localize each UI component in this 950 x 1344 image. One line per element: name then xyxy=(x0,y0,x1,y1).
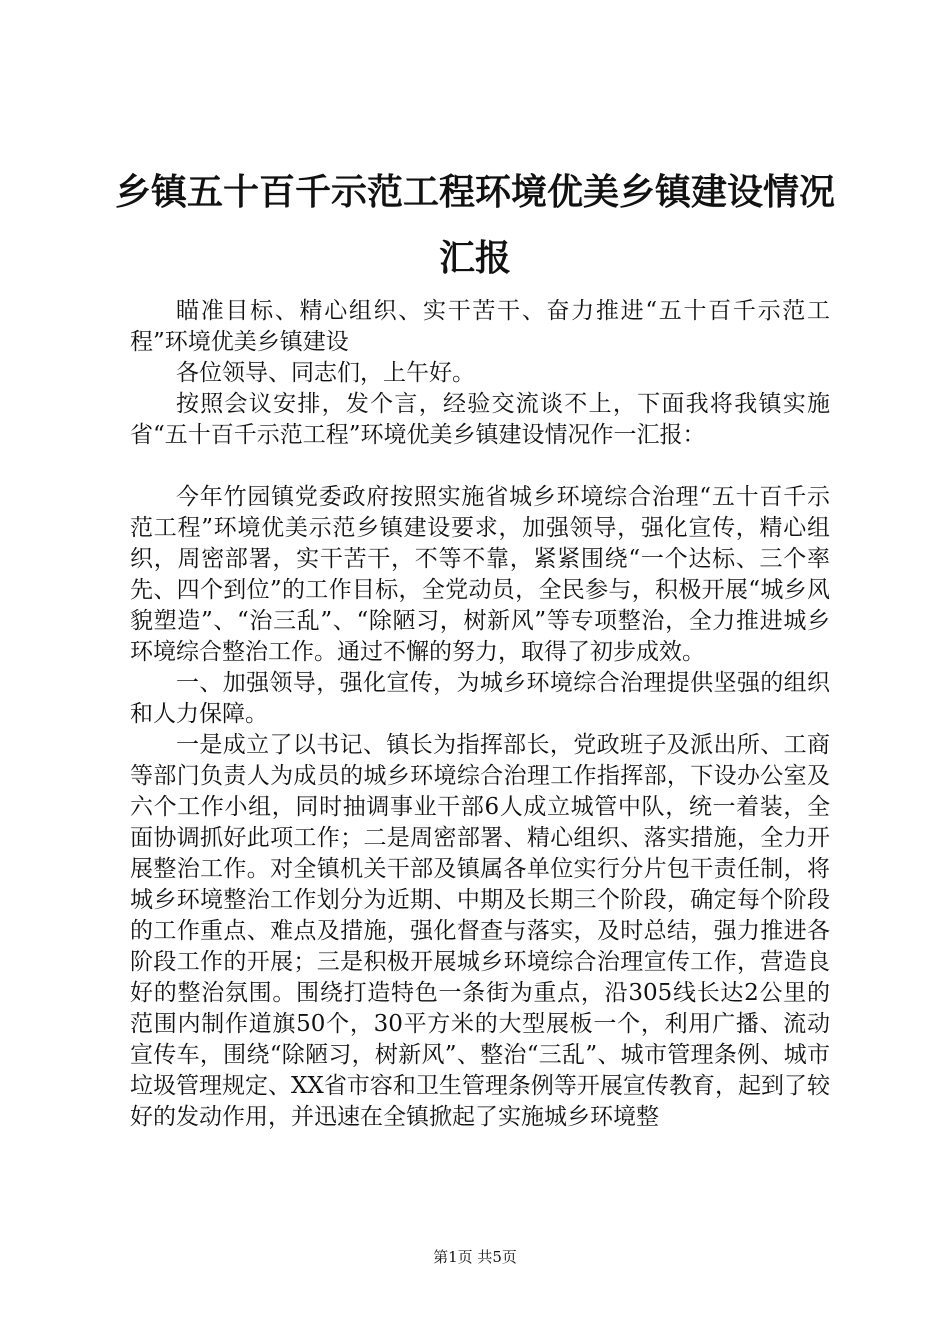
document-title xyxy=(100,160,850,292)
paragraph-intro: 按照会议安排，发个言，经验交流谈不上，下面我将我镇实施省“五十百千示范工程”环境优美乡镇建设情况作一汇报： xyxy=(130,391,830,448)
title-line-2: 汇报 xyxy=(438,238,511,279)
title-line-1: 乡镇五十百千示范工程环境优美乡镇建设情况 xyxy=(114,172,835,213)
paragraph-section-1-body: 一是成立了以书记、镇长为指挥部长，党政班子及派出所、工商等部门负责人为成员的城乡环境综合治理工作指挥部，下设办公室及六个工作小组，同时抽调事业干部6人成立城管中队，统一着装，全面协调抓好此项工作；二是周密部署、精心组织、落实措施，全力开展整治工作。对全镇机关干部及镇属各单位实行分片包干责任制，将城乡环境整治工作划分为近期、中期及长期三个阶段，确定每个阶段的工作重点、难点及措施，强化督查与落实，及时总结，强力推进各阶段工作的开展；三是积极开展城乡环境综合治理宣传工作，营造良好的整治氛围。围绕打造特色一条街为重点，沿305线长达2公里的范围内制作道旗50个，30平方米的大型展板一个，利用广播、流动宣传车，围绕“除陋习，树新风”、整治“三乱”、城市管理条例、城市垃圾管理规定、XX省市容和卫生管理条例等开展宣传教育，起到了较好的发动作用，并迅速在全镇掀起了实施城乡环境整 xyxy=(130,732,830,1130)
paragraph-overview: 今年竹园镇党委政府按照实施省城乡环境综合治理“五十百千示范工程”环境优美示范乡镇建设要求，加强领导，强化宣传，精心组织，周密部署，实干苦干，不等不靠，紧紧围绕“一个达标、三个率先、四个到位”的工作目标，全党动员，全民参与，积极开展“城乡风貌塑造”、“治三乱”、“除陋习，树新风”等专项整治，全力推进城乡环境综合整治工作。通过不懈的努力，取得了初步成效。 xyxy=(130,484,830,665)
document-body xyxy=(130,296,830,1133)
paragraph-subtitle: 瞄准目标、精心组织、实干苦干、奋力推进“五十百千示范工程”环境优美乡镇建设 xyxy=(130,298,830,355)
paragraph-greeting: 各位领导、同志们，上午好。 xyxy=(176,360,475,386)
paragraph-section-1-heading: 一、加强领导，强化宣传，为城乡环境综合治理提供坚强的组织和人力保障。 xyxy=(130,670,830,727)
page-footer: 第1页 共5页 xyxy=(433,1248,517,1266)
